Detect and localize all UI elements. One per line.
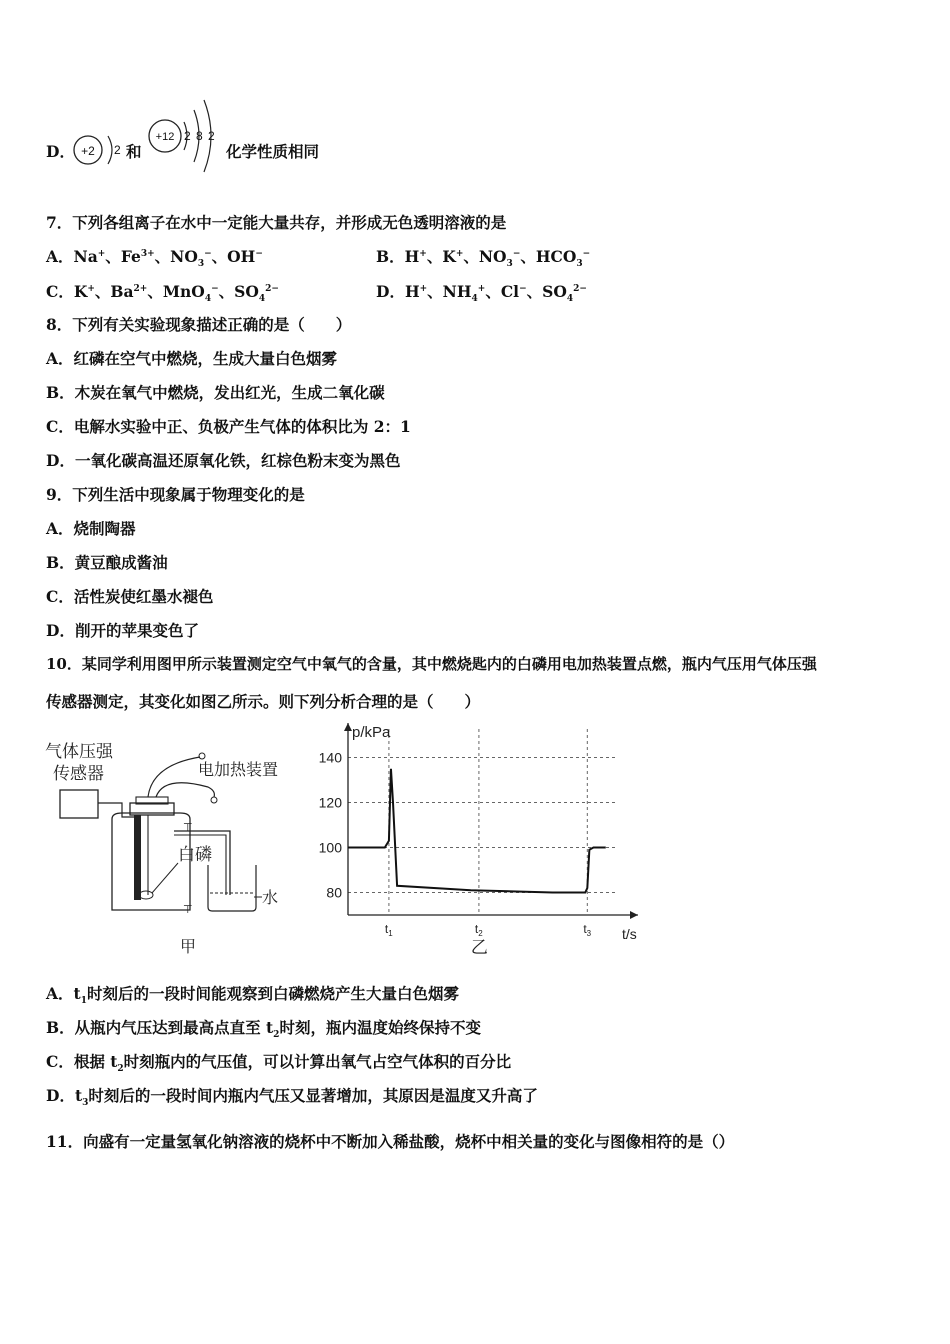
ion-separator: 、: [520, 247, 536, 266]
ion-formula: K+: [73, 282, 95, 301]
atom1-shell-arc: [108, 136, 112, 164]
phosphorus-label: 白磷: [178, 845, 212, 864]
ion-separator: 、: [426, 247, 443, 266]
atom1-nucleus-label: +2: [81, 144, 95, 158]
combustion-rod: [134, 815, 141, 900]
connecting-tube-inner: [174, 835, 226, 895]
q10-option-a: [46, 982, 459, 1007]
y-axis-arrow: [344, 723, 352, 731]
q7-option-a: [46, 245, 263, 270]
q10-option-d-pre: D．t: [46, 1086, 83, 1105]
atom-structure-diagram-mg: [146, 96, 222, 176]
ion-separator: 、: [463, 247, 479, 266]
sensor-label-line1: 气体压强: [45, 742, 113, 761]
q10-stem-line2: 传感器测定，其变化如图乙所示。则下列分析合理的是（ ）: [46, 692, 481, 711]
ion-separator: 、: [526, 282, 543, 301]
atom2-shell-count-1: 2: [184, 129, 191, 143]
q10-option-b-post: 时刻，瓶内温度始终保持不变: [279, 1018, 481, 1037]
q9-option-b: B．黄豆酿成酱油: [46, 553, 168, 572]
q6-option-d-and: 和: [126, 142, 142, 161]
ion-separator: 、: [147, 282, 163, 301]
q10-option-c-post: 时刻瓶内的气压值，可以计算出氧气占空气体积的百分比: [123, 1052, 512, 1071]
ion-formula: H+: [404, 282, 428, 301]
q10-option-a-post: 时刻后的一段时间能观察到白磷燃烧产生大量白色烟雾: [86, 984, 459, 1003]
ion-separator: 、: [154, 247, 171, 266]
ion-formula: MnO$_4$−: [162, 282, 219, 305]
sensor-label-line2: 传感器: [53, 764, 104, 783]
q10-option-d-post: 时刻后的一段时间内瓶内气压又显著增加，其原因是温度又升高了: [88, 1086, 538, 1105]
q8-option-d: D．一氧化碳高温还原氧化铁，红棕色粉末变为黑色: [46, 451, 401, 470]
ion-separator: 、: [485, 282, 501, 301]
q8-option-a: A．红磷在空气中燃烧，生成大量白色烟雾: [46, 349, 338, 368]
q6-option-d-prefix: D．: [46, 142, 75, 161]
q10-option-d-sub: 3: [82, 1098, 89, 1109]
pressure-sensor-box: [60, 790, 98, 818]
ion-formula: $Ba^{2+}$: [110, 282, 148, 301]
q7-option-c: [46, 280, 279, 305]
x-axis-arrow: [630, 911, 638, 919]
q9-option-a: A．烧制陶器: [46, 519, 136, 538]
ion-formula: $NH_4^+$: [442, 282, 486, 305]
ion-separator: 、: [211, 247, 228, 266]
q10-stem-line1: 10．某同学利用图甲所示装置测定空气中氧气的含量，其中燃烧匙内的白磷用电加热装置点燃，瓶内气压用气体压强: [46, 655, 817, 673]
option-label: A．: [46, 247, 74, 266]
q10-option-c-pre: C．根据 t: [46, 1052, 118, 1071]
q9-option-d: D．削开的苹果变色了: [46, 621, 199, 640]
option-label: C．: [46, 282, 74, 301]
q7-stem: 7．下列各组离子在水中一定能大量共存，并形成无色透明溶液的是: [46, 213, 507, 232]
q8-stem: 8．下列有关实验现象描述正确的是（ ）: [46, 315, 352, 334]
ion-formula: $NO_3^-$: [170, 247, 212, 270]
atom1-shell-count: 2: [114, 143, 121, 157]
atom2-shell-count-3: 2: [208, 129, 215, 143]
ion-formula: OH−: [227, 247, 263, 266]
q10-option-b: [46, 1016, 481, 1041]
ion-formula: H+: [404, 247, 427, 266]
q7-option-b: [376, 245, 591, 270]
q10-option-a-sub: 1: [80, 996, 87, 1007]
ion-formula: Na+: [73, 247, 106, 266]
ion-separator: 、: [105, 247, 121, 266]
clamp-mark: ⊤: [183, 822, 193, 834]
valve-mark: ⊤: [183, 904, 193, 916]
figure-jia-caption: 甲: [180, 939, 197, 956]
q10-option-c-sub: 2: [117, 1064, 124, 1075]
heater-wire-1: [148, 757, 200, 797]
q6-option-d-text: 化学性质相同: [226, 142, 320, 161]
water-label: 水: [262, 890, 279, 907]
ion-formula: $HCO_3^-$: [535, 247, 591, 270]
q11-stem: 11．向盛有一定量氢氧化钠溶液的烧杯中不断加入稀盐酸，烧杯中相关量的变化与图像相符的是（）: [46, 1132, 735, 1151]
x-tick-label-t3: $t_3$: [583, 922, 592, 938]
ion-separator: 、: [218, 282, 235, 301]
ion-formula: $NO_3^-$: [478, 247, 521, 270]
ion-formula: K+: [442, 247, 464, 266]
atom-structure-diagram-he: [70, 126, 126, 172]
q10-option-c: [46, 1050, 512, 1075]
y-tick-label-80: 80: [326, 884, 342, 901]
x-tick-label-t1: $t_1$: [384, 922, 393, 938]
q8-option-b: B．木炭在氧气中燃烧，发出红光，生成二氧化碳: [46, 383, 385, 402]
option-label: D．: [376, 282, 405, 301]
ion-formula: $Fe^{3+}$: [120, 247, 155, 266]
combustion-spoon: [139, 891, 153, 899]
y-tick-label-140: 140: [318, 749, 342, 766]
atom2-nucleus-label: +12: [155, 131, 175, 143]
q10-option-b-pre: B．从瓶内气压达到最高点直至 t: [46, 1018, 274, 1037]
q9-stem: 9．下列生活中现象属于物理变化的是: [46, 485, 305, 504]
y-axis-label: p/kPa: [352, 724, 391, 741]
y-tick-label-120: 120: [318, 794, 342, 811]
ion-formula: $SO_4^{2-}$: [542, 282, 587, 305]
beaker: [208, 865, 256, 911]
pressure-curve-pressure: [348, 769, 606, 893]
q10-option-b-sub: 2: [273, 1030, 280, 1041]
figure-yi-caption: 乙: [470, 938, 488, 957]
ion-separator: 、: [427, 282, 443, 301]
x-axis-label: t/s: [622, 926, 637, 942]
q7-option-d: [376, 280, 587, 305]
figure-yi-pressure-chart: [290, 715, 650, 965]
figure-jia-apparatus: [40, 735, 300, 960]
heater-terminal-2: [211, 797, 217, 803]
ion-separator: 、: [94, 282, 111, 301]
q8-option-c: C．电解水实验中正、负极产生气体的体积比为 2：1: [46, 417, 411, 436]
ion-formula: Cl−: [500, 282, 527, 301]
heater-terminal-1: [199, 753, 205, 759]
q9-option-c: C．活性炭使红墨水褪色: [46, 587, 214, 606]
option-label: B．: [376, 247, 405, 266]
phosphorus-pointer: [152, 863, 178, 893]
q10-option-a-pre: A．t: [46, 984, 81, 1003]
x-tick-label-t2: $t_2$: [474, 922, 483, 938]
q10-option-d: [46, 1084, 538, 1109]
atom2-shell-count-2: 8: [196, 129, 203, 143]
ion-formula: $SO_4^{2-}$: [234, 282, 279, 305]
heater-label: 电加热装置: [198, 762, 279, 779]
y-tick-label-100: 100: [318, 839, 342, 856]
heater-wire-2: [156, 783, 214, 797]
